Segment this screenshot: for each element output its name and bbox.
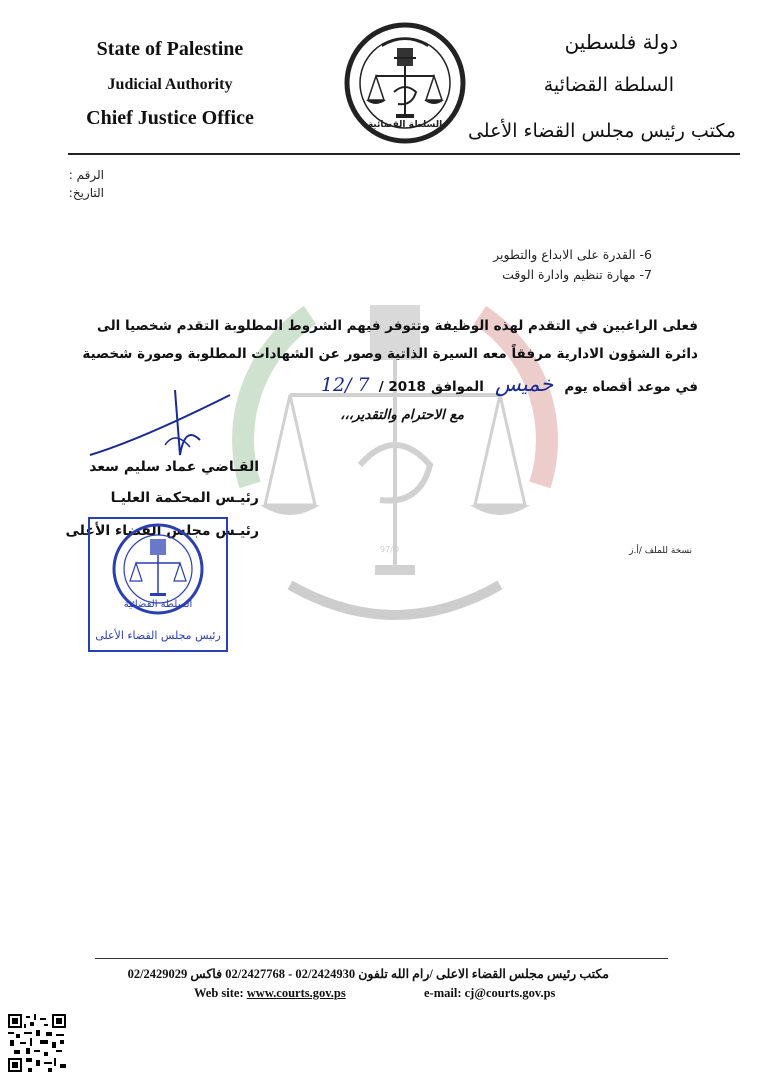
header-ar-state: دولة فلسطين — [564, 30, 678, 54]
qr-code — [8, 1014, 66, 1072]
closing-salutation: مع الاحترام والتقدير،،، — [340, 407, 464, 423]
copy-to-file-note: نسخة للملف /أ.ز — [629, 546, 692, 556]
header-en-state: State of Palestine — [96, 38, 244, 60]
deadline-year: / 2018 — [378, 379, 426, 395]
header-divider — [68, 153, 740, 155]
website-label: Web site: — [194, 986, 244, 1000]
header-en-office: Chief Justice Office — [86, 107, 254, 129]
body-line-1: فعلى الراغبين في التقدم لهذه الوظيفة وتتوفر فيهم الشروط المطلوبة التقدم شخصيا الى — [96, 318, 698, 334]
email-address: cj@courts.gov.ps — [464, 986, 556, 1000]
stamp-ring-text: السلطة القضائية — [123, 599, 193, 610]
list-item-6: 6- القدرة على الابداع والتطوير — [493, 247, 652, 262]
watermark-code: 97/D — [380, 545, 400, 554]
watermark-emblem — [230, 255, 560, 635]
header-en-authority: Judicial Authority — [107, 76, 233, 93]
signatory-name: القـاضي عماد سليم سعد — [89, 459, 259, 475]
judicial-authority-logo — [342, 20, 468, 146]
stamp-caption: رئيس مجلس القضاء الأعلى — [95, 629, 221, 642]
footer-website — [194, 986, 346, 1001]
email-label: e-mail: — [424, 986, 462, 1000]
website-link[interactable]: www.courts.gov.ps — [246, 986, 346, 1000]
reference-number-label: الرقم : — [68, 168, 104, 182]
handwritten-date: 12/ 7 — [320, 374, 370, 396]
date-label: التاريخ: — [68, 186, 104, 200]
footer-contact-line: مكتب رئيس مجلس القضاء الاعلى /رام الله تلفون 02/2424930 - 02/2427768 فاكس 02/2429029 — [127, 967, 609, 981]
footer-divider — [95, 958, 668, 959]
list-item-7: 7- مهارة تنظيم وادارة الوقت — [502, 267, 652, 282]
body-line-3 — [317, 372, 698, 396]
header-ar-office: مكتب رئيس مجلس القضاء الأعلى — [467, 120, 736, 142]
footer-email — [424, 986, 555, 1001]
deadline-prefix: في موعد أقصاه يوم — [564, 379, 698, 395]
signatory-title-council: رئيـس مجلس القضاء الأعلى — [65, 523, 259, 539]
signature-scribble — [80, 385, 240, 465]
deadline-date-label: الموافق — [431, 379, 484, 395]
logo-caption: السلطة القضائية — [367, 120, 443, 130]
official-stamp — [88, 517, 228, 652]
handwritten-day: خميس — [494, 372, 554, 396]
signatory-title-supreme-court: رئيـس المحكمة العليـا — [110, 490, 259, 506]
header-ar-authority: السلطة القضائية — [543, 74, 674, 96]
body-line-2: دائرة الشؤون الادارية مرفقاً معه السيرة الذاتية وصور عن الشهادات المطلوبة وصورة شخصية — [82, 346, 698, 362]
